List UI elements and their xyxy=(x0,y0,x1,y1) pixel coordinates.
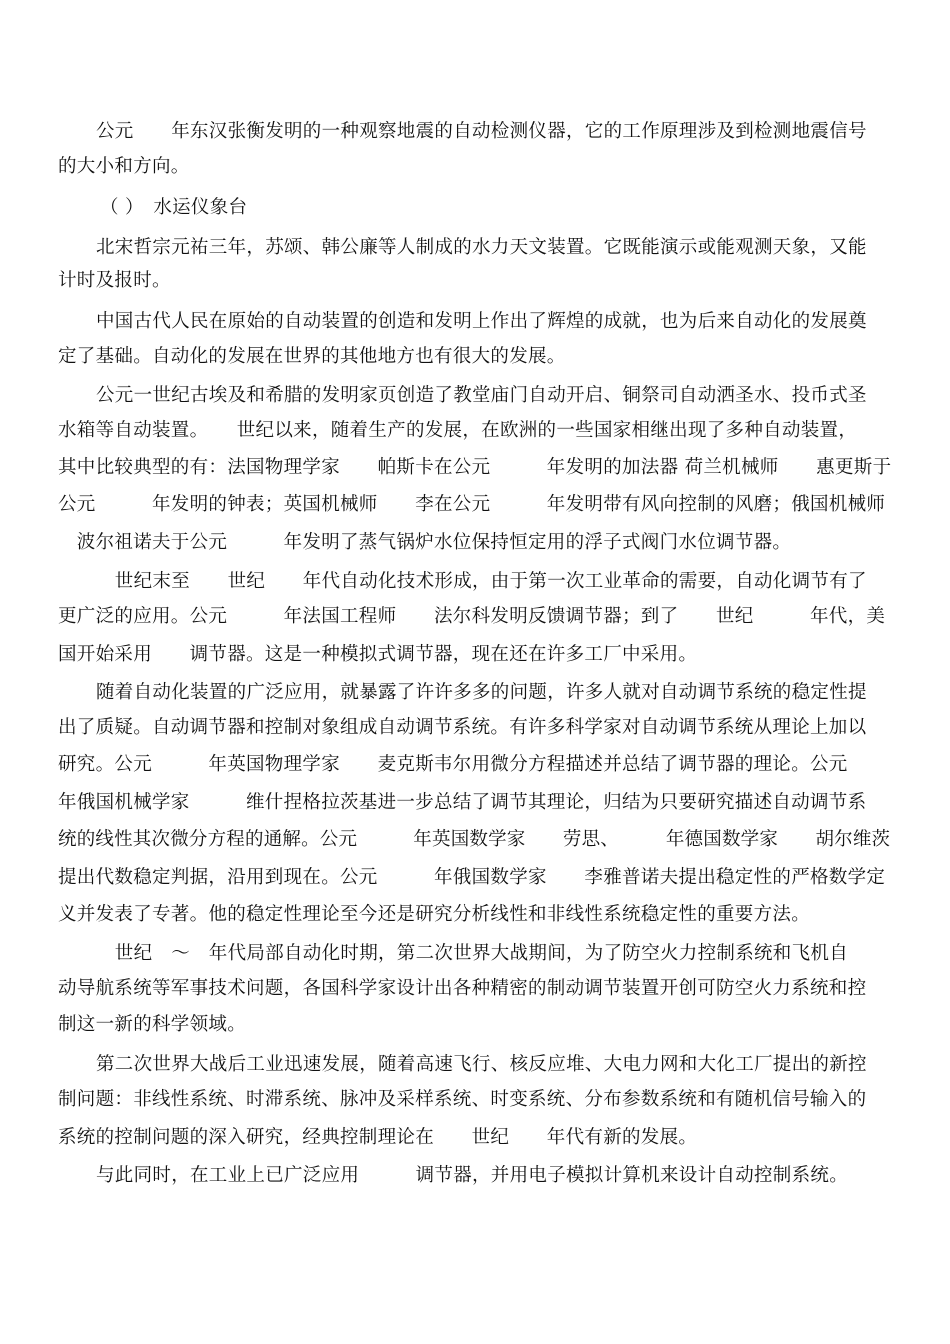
text-line: （ ） 水运仪象台 xyxy=(100,197,248,218)
text-line: 随着自动化装置的广泛应用，就暴露了许许多多的问题，许多人就对自动调节系统的稳定性提 xyxy=(96,682,867,703)
text-line: 公元一世纪古埃及和希腊的发明家页创造了教堂庙门自动开启、铜祭司自动洒圣水、投币式圣 xyxy=(96,385,867,406)
text-line: 水箱等自动装置。 世纪以来，随着生产的发展，在欧洲的一些国家相继出现了多种自动装置， xyxy=(58,420,858,441)
text-line: 的大小和方向。 xyxy=(58,156,190,177)
text-line: 世纪末至 世纪 年代自动化技术形成，由于第一次工业革命的需要，自动化调节有了 xyxy=(96,571,867,592)
text-line: 系统的控制问题的深入研究，经典控制理论在 世纪 年代有新的发展。 xyxy=(58,1127,698,1148)
text-line: 更广泛的应用。公元 年法国工程师 法尔科发明反馈调节器；到了 世纪 年代，美 xyxy=(58,606,886,627)
text-line: 计时及报时。 xyxy=(58,270,171,291)
text-line: 出了质疑。自动调节器和控制对象组成自动调节系统。有许多科学家对自动调节系统从理论上加以 xyxy=(58,717,867,738)
text-line: 义并发表了专著。他的稳定性理论至今还是研究分析线性和非线性系统稳定性的重要方法。 xyxy=(58,904,811,925)
text-line: 提出代数稳定判据，沿用到现在。公元 年俄国数学家 李雅普诺夫提出稳定性的严格数学定 xyxy=(58,867,886,888)
text-line: 制问题：非线性系统、时滞系统、脉冲及采样系统、时变系统、分布参数系统和有随机信号输入的 xyxy=(58,1089,867,1110)
text-line: 动导航系统等军事技术问题，各国科学家设计出各种精密的制动调节装置开创可防空火力系统和控 xyxy=(58,978,867,999)
text-line: 第二次世界大战后工业迅速发展，随着高速飞行、核反应堆、大电力网和大化工厂提出的新控 xyxy=(96,1054,867,1075)
text-line: 中国古代人民在原始的自动装置的创造和发明上作出了辉煌的成就，也为后来自动化的发展奠 xyxy=(96,311,867,332)
text-line: 世纪 ～ 年代局部自动化时期，第二次世界大战期间，为了防空火力控制系统和飞机自 xyxy=(96,943,849,964)
text-line: 其中比较典型的有：法国物理学家 帕斯卡在公元 年发明的加法器 荷兰机械师 惠更斯于 xyxy=(58,457,892,478)
text-line: 制这一新的科学领域。 xyxy=(58,1014,247,1035)
text-line: 公元 年东汉张衡发明的一种观察地震的自动检测仪器，它的工作原理涉及到检测地震信号 xyxy=(96,121,867,142)
text-line: 统的线性其次微分方程的通解。公元 年英国数学家 劳思、 年德国数学家 胡尔维茨 xyxy=(58,829,891,850)
text-line: 研究。公元 年英国物理学家 麦克斯韦尔用微分方程描述并总结了调节器的理论。公元 xyxy=(58,754,848,775)
text-line: 定了基础。自动化的发展在世界的其他地方也有很大的发展。 xyxy=(58,346,566,367)
text-line: 波尔祖诺夫于公元 年发明了蒸气锅炉水位保持恒定用的浮子式阀门水位调节器。 xyxy=(58,532,792,553)
text-line: 年俄国机械学家 维什捏格拉茨基进一步总结了调节其理论，归结为只要研究描述自动调节系 xyxy=(58,792,867,813)
text-line: 北宋哲宗元祐三年，苏颂、韩公廉等人制成的水力天文装置。它既能演示或能观测天象，又能 xyxy=(96,237,867,258)
text-line: 国开始采用 调节器。这是一种模拟式调节器，现在还在许多工厂中采用。 xyxy=(58,644,698,665)
text-line: 与此同时，在工业上已广泛应用 调节器，并用电子模拟计算机来设计自动控制系统。 xyxy=(96,1165,849,1186)
text-line: 公元 年发明的钟表；英国机械师 李在公元 年发明带有风向控制的风磨；俄国机械师 xyxy=(58,494,886,515)
